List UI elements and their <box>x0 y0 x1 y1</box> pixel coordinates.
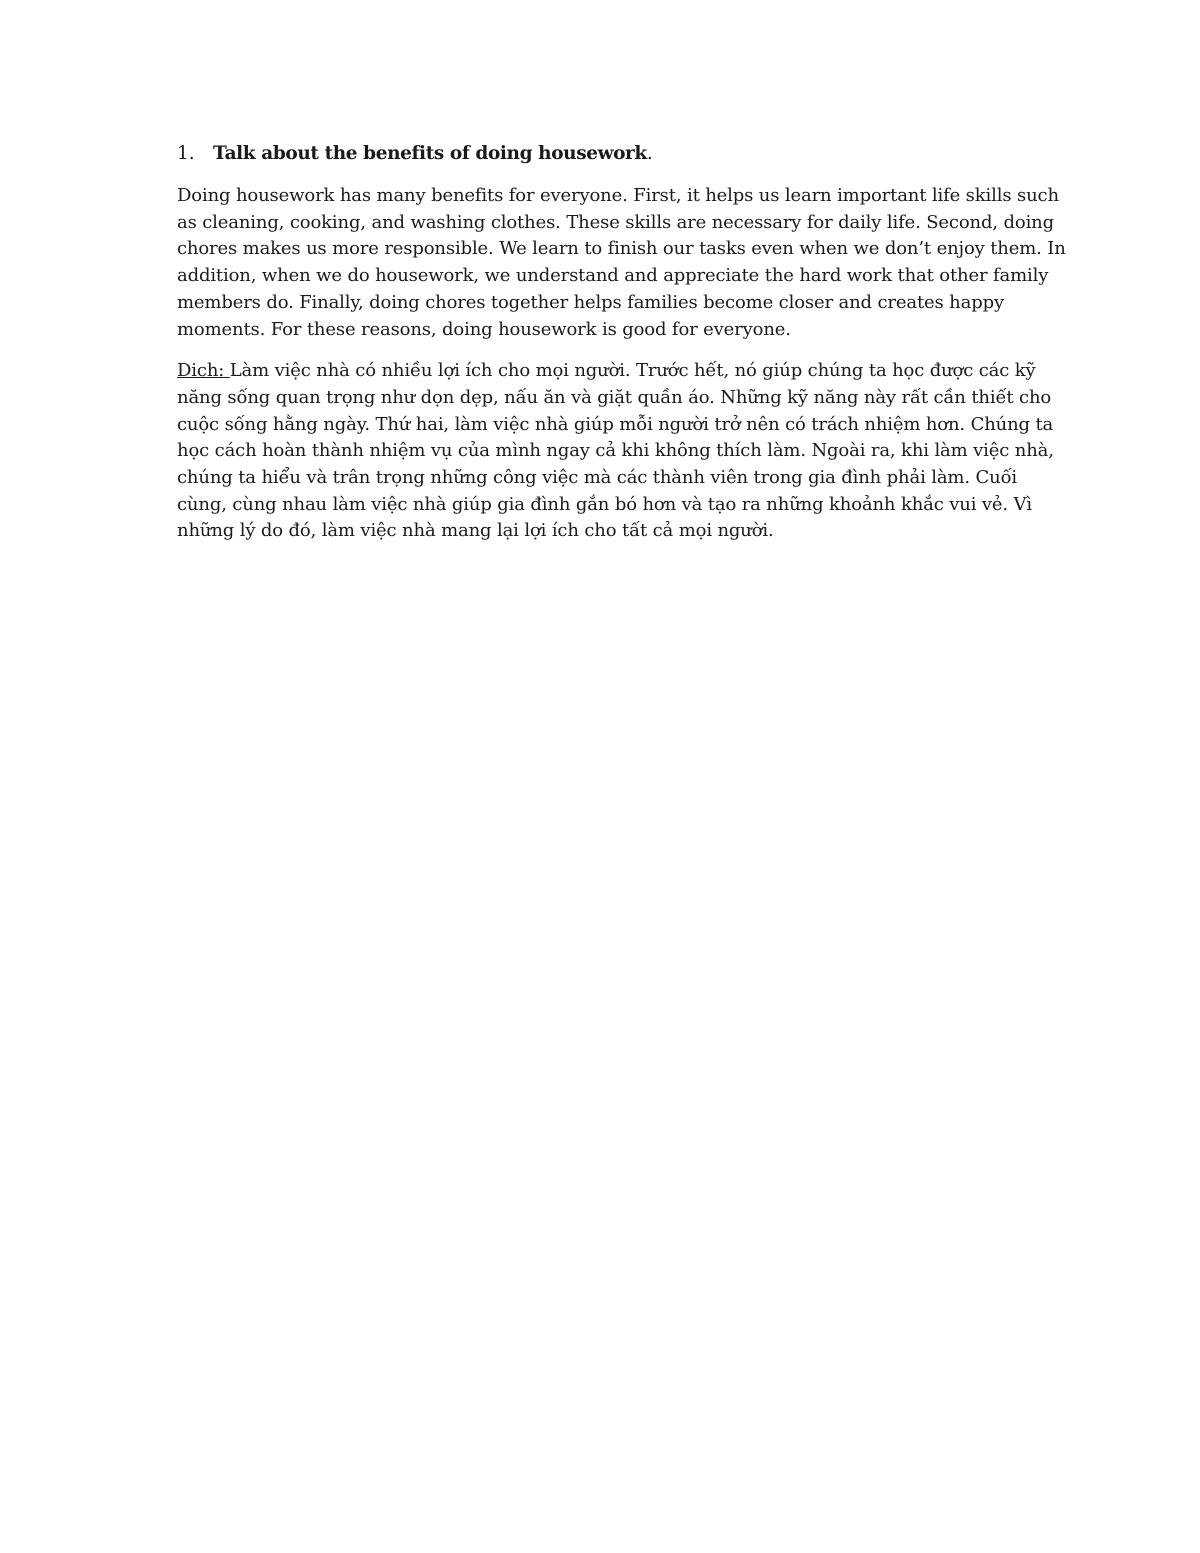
translation-label: Dich: <box>177 360 230 382</box>
translation-text: Làm việc nhà có nhiều lợi ích cho mọi người. Trước hết, nó giúp chúng ta học được các kỹ năng sống quan trọng như dọn dẹp, nấu ăn và giặt quần áo. Những kỹ năng này rất cần thiết cho cuộc sống hằng ngày. Thứ hai, làm việc nhà giúp mỗi người trở nên có trách nhiệm hơn. Chúng ta học cách hoàn thành nhiệm vụ của mình ngay cả khi không thích làm. Ngoài ra, khi làm việc nhà, chúng ta hiểu và trân trọng những công việc mà các thành viên trong gia đình phải làm. Cuối cùng, cùng nhau làm việc nhà giúp gia đình gắn bó hơn và tạo ra những khoảnh khắc vui vẻ. Vì những lý do đó, làm việc nhà mang lại lợi ích cho tất cả mọi người. <box>177 360 1054 542</box>
translation-paragraph <box>177 358 1067 545</box>
question-title: Talk about the benefits of doing housework <box>213 143 647 164</box>
answer-paragraph-english: Doing housework has many benefits for everyone. First, it helps us learn important life skills such as cleaning, cooking, and washing clothes. These skills are necessary for daily life. Second, doing chores makes us more responsible. We learn to finish our tasks even when we don’t enjoy them. In addition, when we do housework, we understand and appreciate the hard work that other family members do. Finally, doing chores together helps families become closer and creates happy moments. For these reasons, doing housework is good for everyone. <box>177 185 1066 340</box>
question-number: 1. <box>177 143 195 164</box>
document-content <box>177 140 1067 560</box>
question-trailing-period: . <box>646 143 653 164</box>
question-heading <box>177 140 1067 167</box>
